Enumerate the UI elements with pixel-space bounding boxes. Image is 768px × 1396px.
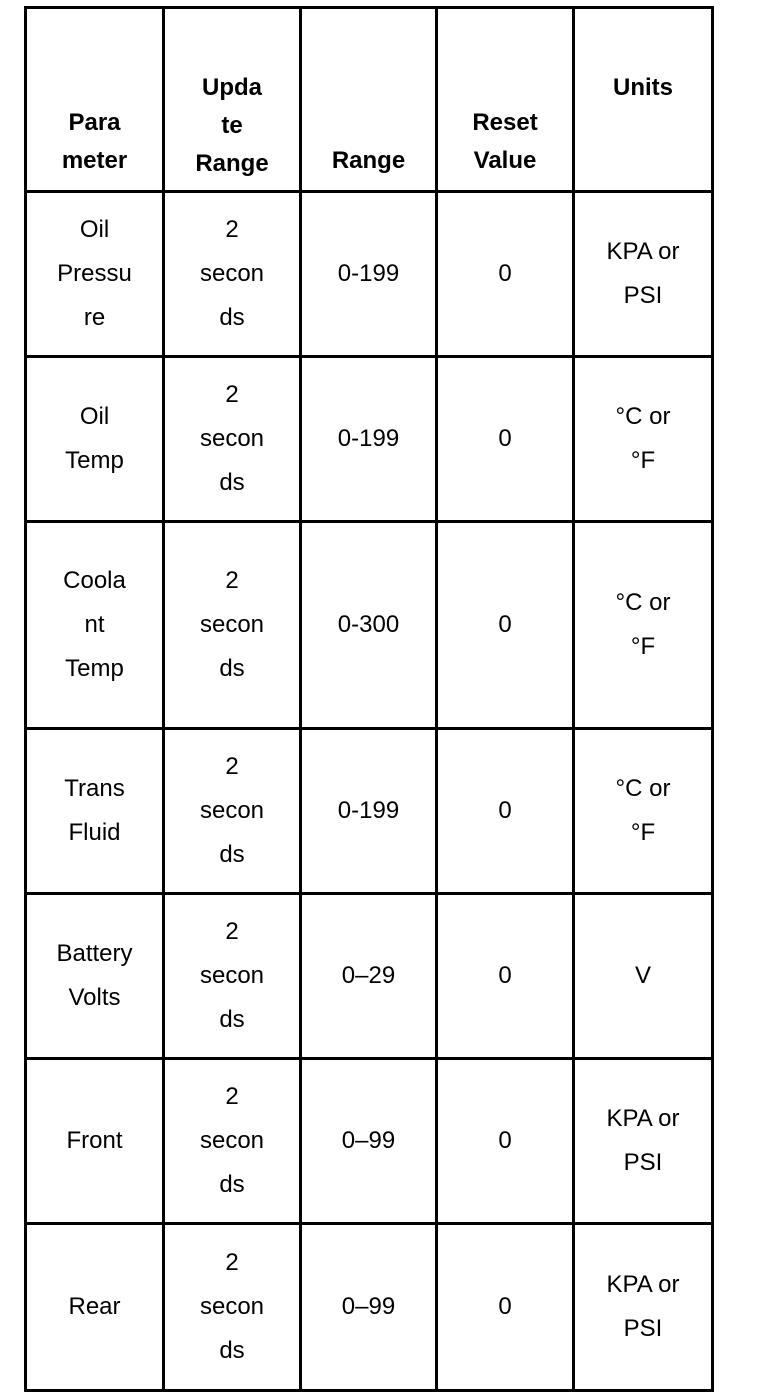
header-units: Units: [574, 8, 713, 192]
cell-update-range: 2 secon ds: [164, 894, 301, 1059]
cell-parameter: Rear: [26, 1224, 164, 1391]
table-row: [26, 1224, 713, 1391]
header-reset-value: Reset Value: [437, 8, 574, 192]
table-row: [26, 894, 713, 1059]
cell-reset-value: 0: [437, 522, 574, 729]
parameter-table: [24, 6, 714, 1392]
cell-units: KPA or PSI: [574, 1059, 713, 1224]
cell-update-range: 2 secon ds: [164, 1059, 301, 1224]
table-row: [26, 192, 713, 357]
cell-units: °C or °F: [574, 357, 713, 522]
cell-update-range: 2 secon ds: [164, 729, 301, 894]
cell-range: 0-300: [301, 522, 437, 729]
cell-reset-value: 0: [437, 192, 574, 357]
cell-parameter: Trans Fluid: [26, 729, 164, 894]
cell-range: 0–99: [301, 1224, 437, 1391]
table-row: [26, 1059, 713, 1224]
header-row: [26, 8, 713, 192]
cell-parameter: Front: [26, 1059, 164, 1224]
cell-reset-value: 0: [437, 1059, 574, 1224]
cell-range: 0–99: [301, 1059, 437, 1224]
cell-units: V: [574, 894, 713, 1059]
cell-units: KPA or PSI: [574, 192, 713, 357]
header-parameter: Para meter: [26, 8, 164, 192]
table-row: [26, 357, 713, 522]
header-update-range: Upda te Range: [164, 8, 301, 192]
cell-reset-value: 0: [437, 357, 574, 522]
cell-update-range: 2 secon ds: [164, 357, 301, 522]
cell-range: 0-199: [301, 357, 437, 522]
cell-reset-value: 0: [437, 1224, 574, 1391]
cell-update-range: 2 secon ds: [164, 1224, 301, 1391]
cell-range: 0-199: [301, 729, 437, 894]
table-row: [26, 729, 713, 894]
cell-update-range: 2 secon ds: [164, 192, 301, 357]
cell-units: °C or °F: [574, 522, 713, 729]
table-row: [26, 522, 713, 729]
cell-reset-value: 0: [437, 894, 574, 1059]
cell-range: 0–29: [301, 894, 437, 1059]
cell-parameter: Battery Volts: [26, 894, 164, 1059]
cell-reset-value: 0: [437, 729, 574, 894]
cell-units: °C or °F: [574, 729, 713, 894]
cell-update-range: 2 secon ds: [164, 522, 301, 729]
cell-units: KPA or PSI: [574, 1224, 713, 1391]
header-range: Range: [301, 8, 437, 192]
cell-parameter: Oil Temp: [26, 357, 164, 522]
cell-parameter: Coola nt Temp: [26, 522, 164, 729]
cell-range: 0-199: [301, 192, 437, 357]
cell-parameter: Oil Pressu re: [26, 192, 164, 357]
